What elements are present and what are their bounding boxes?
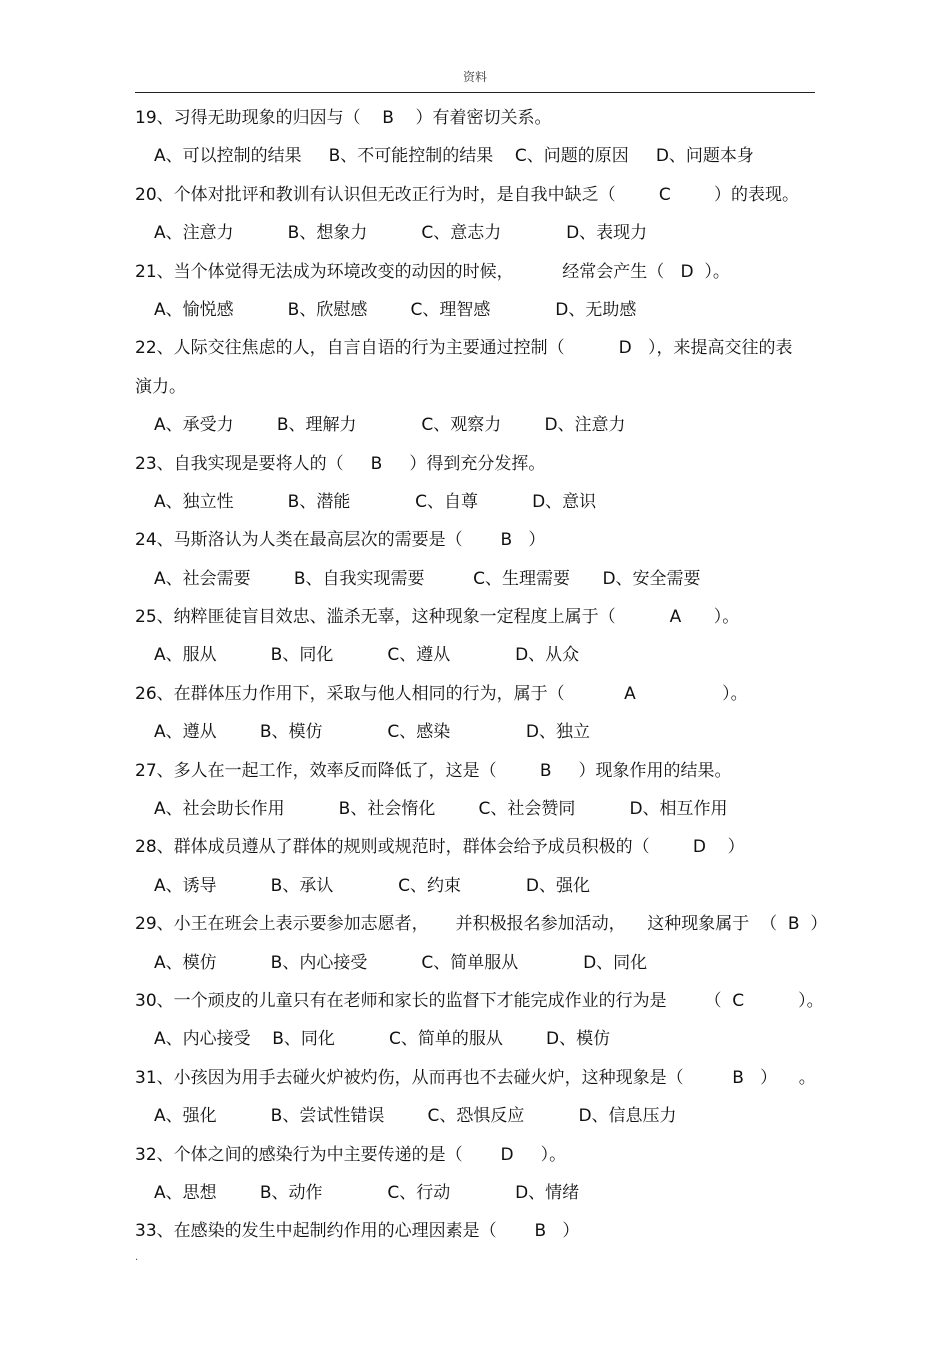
options-25: A、服从 B、同化 C、遵从 D、从众 [154, 645, 580, 666]
question-32: 32、个体之间的感染行为中主要传递的是（ D ）。 [135, 1144, 567, 1165]
options-24: A、社会需要 B、自我实现需要 C、生理需要 D、安全需要 [154, 568, 701, 589]
document-body [135, 104, 828, 1256]
options-28: A、诱导 B、承认 C、约束 D、强化 [154, 875, 590, 896]
question-26: 26、在群体压力作用下，采取与他人相同的行为，属于（ A ）。 [135, 683, 748, 704]
question-24: 24、马斯洛认为人类在最高层次的需要是（ B ） [135, 530, 546, 551]
page-header [135, 62, 815, 93]
footer-mark: . [135, 1252, 139, 1263]
options-20: A、注意力 B、想象力 C、意志力 D、表现力 [154, 223, 648, 244]
options-27: A、社会助长作用 B、社会惰化 C、社会赞同 D、相互作用 [154, 799, 728, 820]
question-30: 30、一个顽皮的儿童只有在老师和家长的监督下才能完成作业的行为是 （ C ）。 [135, 990, 824, 1011]
question-22-cont: 演力。 [135, 376, 186, 397]
options-21: A、愉悦感 B、欣慰感 C、理智感 D、无助感 [154, 299, 637, 320]
options-32: A、思想 B、动作 C、行动 D、情绪 [154, 1182, 580, 1203]
options-30: A、内心接受 B、同化 C、简单的服从 D、模仿 [154, 1029, 611, 1050]
options-26: A、遵从 B、模仿 C、感染 D、独立 [154, 722, 590, 743]
options-19: A、可以控制的结果 B、不可能控制的结果 C、问题的原因 D、问题本身 [154, 146, 754, 167]
question-27: 27、多人在一起工作，效率反而降低了，这是（ B ）现象作用的结果。 [135, 760, 732, 781]
options-23: A、独立性 B、潜能 C、自尊 D、意识 [154, 491, 597, 512]
question-20: 20、个体对批评和教训有认识但无改正行为时，是自我中缺乏（ C ）的表现。 [135, 184, 799, 205]
question-28: 28、群体成员遵从了群体的规则或规范时，群体会给予成员积极的（ D ） [135, 837, 745, 858]
options-29: A、模仿 B、内心接受 C、简单服从 D、同化 [154, 952, 648, 973]
question-21: 21、当个体觉得无法成为环境改变的动因的时候， 经常会产生（ D ）。 [135, 261, 730, 282]
question-25: 25、纳粹匪徒盲目效忠、滥杀无辜，这种现象一定程度上属于（ A ）。 [135, 607, 740, 628]
question-29: 29、小王在班会上表示要参加志愿者， 并积极报名参加活动， 这种现象属于 （ B ） [135, 914, 828, 935]
question-22: 22、人际交往焦虑的人，自言自语的行为主要通过控制（ D ），来提高交往的表 [135, 338, 793, 359]
options-31: A、强化 B、尝试性错误 C、恐惧反应 D、信息压力 [154, 1106, 677, 1127]
question-19: 19、习得无助现象的归因与（ B ）有着密切关系。 [135, 108, 552, 128]
header-title: 资料 [462, 70, 487, 84]
question-31: 31、小孩因为用手去碰火炉被灼伤，从而再也不去碰火炉，这种现象是（ B ） 。 [135, 1067, 816, 1088]
options-22: A、承受力 B、理解力 C、观察力 D、注意力 [154, 415, 626, 436]
question-23: 23、自我实现是要将人的（ B ）得到充分发挥。 [135, 453, 546, 474]
question-33: 33、在感染的发生中起制约作用的心理因素是（ B ） [135, 1221, 580, 1242]
